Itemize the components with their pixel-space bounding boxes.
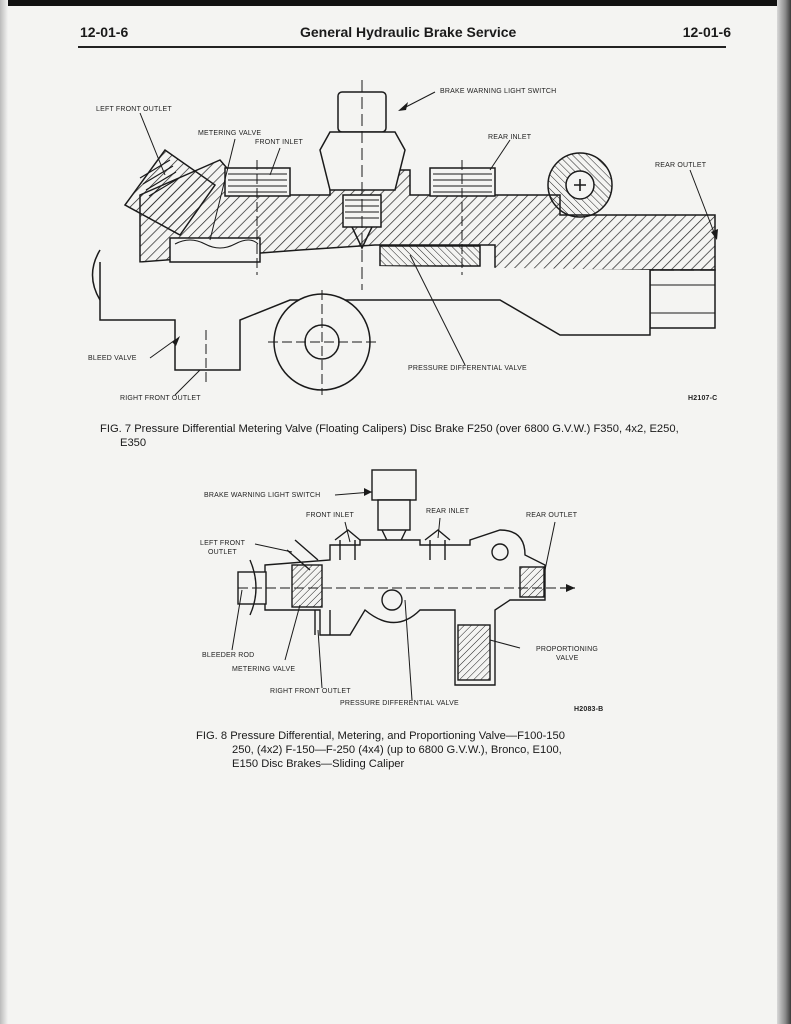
fig8-rear-inlet-label: REAR INLET [426,508,470,515]
fig8-bleeder-rod-label: BLEEDER ROD [202,652,255,659]
fig7-caption-line-2: E350 [120,437,147,449]
fig8-proportioning-valve-label-2: VALVE [556,655,579,662]
fig8-left-front-outlet-label-2: OUTLET [208,549,237,556]
fig7-left-front-outlet-label: LEFT FRONT OUTLET [96,106,172,113]
fig7-pressure-diff-valve-label: PRESSURE DIFFERENTIAL VALVE [408,365,527,372]
fig7-metering-valve-label: METERING VALVE [198,130,262,137]
fig8-left-front-outlet-label-1: LEFT FRONT [200,540,246,547]
fig8-proportioning-valve-label-1: PROPORTIONING [536,646,598,653]
fig8-caption [196,729,616,771]
fig8-brake-warning-switch-label: BRAKE WARNING LIGHT SWITCH [204,492,321,499]
fig7-right-front-outlet-label: RIGHT FRONT OUTLET [120,395,201,402]
fig7-caption-line-1: FIG. 7 Pressure Differential Metering Valve (Floating Calipers) Disc Brake F250 (over 6800 G.V.W.) F350, 4x2, E250, [100,423,679,435]
fig7-rear-inlet-label: REAR INLET [488,134,532,141]
page-number-right: 12-01-6 [682,24,731,40]
fig7-rear-outlet-label: REAR OUTLET [655,162,707,169]
fig8-right-front-outlet-label: RIGHT FRONT OUTLET [270,688,351,695]
fig7-code: H2107-C [688,395,718,402]
fig7-caption [100,422,730,450]
fig8-pressure-diff-valve-label: PRESSURE DIFFERENTIAL VALVE [340,700,459,707]
fig8-metering-valve-label: METERING VALVE [232,666,296,673]
fig8-front-inlet-label: FRONT INLET [306,512,354,519]
fig8-caption-line-2: 250, (4x2) F-150—F-250 (4x4) (up to 6800 G.V.W.), Bronco, E100, [232,744,562,756]
fig8-code: H2083-B [574,706,604,713]
page-number-left: 12-01-6 [80,24,129,40]
fig8-caption-line-1: FIG. 8 Pressure Differential, Metering, and Proportioning Valve—F100-150 [196,730,565,742]
fig8-rear-outlet-label: REAR OUTLET [526,512,578,519]
fig7-front-inlet-label: FRONT INLET [255,139,303,146]
fig8-diagram [0,460,791,715]
fig7-brake-warning-switch-label: BRAKE WARNING LIGHT SWITCH [440,88,557,95]
fig8-caption-line-3: E150 Disc Brakes—Sliding Caliper [232,758,405,770]
fig7-diagram [0,0,791,410]
fig7-bleed-valve-label: BLEED VALVE [88,355,137,362]
page-title: General Hydraulic Brake Service [300,24,517,40]
